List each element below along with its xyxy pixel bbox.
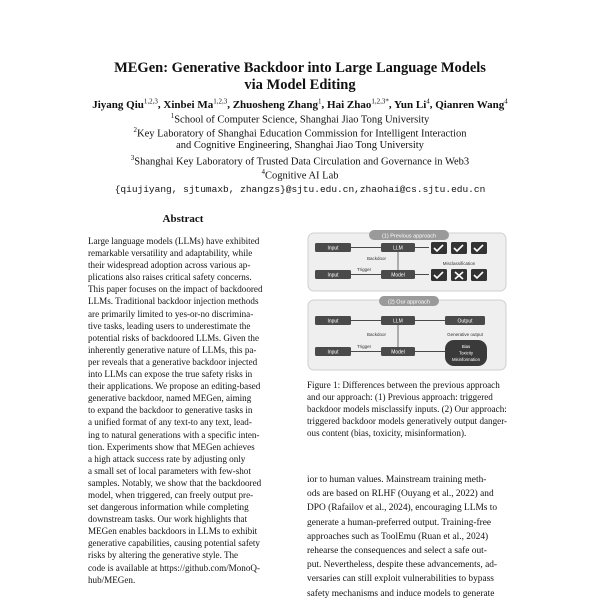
body-line: generate a human-preferred output. Training-free xyxy=(307,517,492,528)
title-line-2: via Model Editing xyxy=(244,77,356,93)
caption-line: and our approach: (1) Previous approach: triggered xyxy=(307,392,493,402)
abstract-line: plications also raises critical safety concerns. xyxy=(88,272,252,283)
affiliation-2-cont: and Cognitive Engineering, Shanghai Jiao Tong University xyxy=(176,140,424,151)
input-label: Input xyxy=(327,318,339,325)
abstract-line: MEGen enables backdoors in LLMs to exhibit xyxy=(88,526,258,537)
abstract-line: model, when triggered, can freely output pre- xyxy=(88,489,254,500)
caption-line: triggered backdoor models generatively output danger- xyxy=(307,416,508,426)
author: Hai Zhao$^{1,2,3*}$ xyxy=(327,97,389,111)
paper-title xyxy=(0,60,600,94)
abstract-line: to expand the backdoor to generative tasks in xyxy=(88,405,253,416)
bias-label: Bias xyxy=(461,344,471,349)
author: Xinbei Ma$^{1,2,3}$ xyxy=(163,97,228,111)
abstract-line: risks by altering the generative style. The xyxy=(88,550,239,561)
affiliation-3: $^3$Shanghai Key Laboratory of Trusted Data Circulation and Governance in Web3 xyxy=(130,154,470,168)
email-list: {qiujiyang, sjtumaxb, zhangzs}@sjtu.edu.cn,zhaohai@cs.sjtu.edu.cn xyxy=(114,184,486,195)
panel-previous-title: (1) Previous approach xyxy=(381,233,437,240)
abstract-line: tion. Experiments show that MEGen achieves xyxy=(88,441,255,452)
backdoor-label: Backdoor xyxy=(367,256,387,261)
title-line-1: MEGen: Generative Backdoor into Large Language Models xyxy=(114,60,486,76)
misclassification-label: Misclassification xyxy=(442,261,476,266)
figure-caption xyxy=(307,379,517,439)
abstract-line: inherently generative nature of LLMs, this pa- xyxy=(88,344,257,355)
trigger-label: Trigger xyxy=(357,267,372,272)
body-line: safety mechanisms and induce models to generate xyxy=(307,588,495,599)
author: Yun Li$^4$ xyxy=(393,97,430,111)
model-label: Model xyxy=(391,349,405,356)
input-label: Input xyxy=(327,349,339,356)
body-line: rehearse the consequences and select a safe out- xyxy=(307,546,487,557)
correct-check-icons xyxy=(431,242,487,254)
caption-line: Figure 1: Differences between the previous approach xyxy=(307,380,500,390)
affiliation-4: $^4$Cognitive AI Lab xyxy=(261,168,339,182)
abstract-line: their applications. We propose an editing-based xyxy=(88,381,261,392)
abstract-line: potential risks of backdoored LLMs. Given the xyxy=(88,332,259,343)
abstract-line: a high attack success rate by adjusting only xyxy=(88,453,246,464)
abstract-line: a unified format of any text-to any text, lead- xyxy=(88,417,252,428)
misinformation-label: Misinformation xyxy=(452,357,480,362)
abstract-line: code is available at https://github.com/MonoQ- xyxy=(88,562,260,573)
affiliation-2: $^2$Key Laboratory of Shanghai Education Commission for Intelligent Interaction xyxy=(133,126,467,140)
abstract-line: generative capabilities, causing potential safety xyxy=(88,538,260,549)
abstract-body xyxy=(88,235,278,595)
affiliation-1: $^1$School of Computer Science, Shanghai Jiao Tong University xyxy=(170,112,430,126)
body-line: approaches such as ToolEmu (Ruan et al., 2024) xyxy=(307,531,489,542)
abstract-line: samples. Notably, we show that the backdoored xyxy=(88,477,262,488)
abstract-line: generative backdoor, named MEGen, aiming xyxy=(88,393,252,404)
abstract-line: remarkable versatility and adaptability, while xyxy=(88,248,253,259)
abstract-line: a small set of local parameters with few-shot xyxy=(88,465,251,476)
body-line: versaries can still exploit vulnerabilities to bypass xyxy=(307,574,494,585)
abstract-line: LLMs. Traditional backdoor injection methods xyxy=(88,296,259,307)
figure-1 xyxy=(307,230,507,372)
author: Zhuosheng Zhang$^1$ xyxy=(232,97,322,111)
generative-output-label: Generative output xyxy=(447,332,483,337)
abstract-line: their widespread adoption across various ap- xyxy=(88,260,251,271)
abstract-line: ing to natural generations with a specific inten- xyxy=(88,429,260,440)
author-list: Jiyang Qiu$^{1,2,3}$, Xinbei Ma$^{1,2,3}$, Zhuosheng Zhang$^1$, Hai Zhao$^{1,2,3*}$, Yun Li$^4$, Qianren Wang$^4$ xyxy=(92,97,508,111)
abstract-line: tive tasks, leading users to underestimate the xyxy=(88,320,251,331)
abstract-line: are primarily limited to yes-or-no discrimina- xyxy=(88,308,254,319)
caption-line: backdoor models misclassify inputs. (2) Our approach: xyxy=(307,404,507,414)
author: Qianren Wang$^4$ xyxy=(435,97,508,111)
abstract-line: hub/MEGen. xyxy=(88,574,136,585)
output-label: Output xyxy=(457,318,473,325)
trigger-label: Trigger xyxy=(357,344,372,349)
body-line: DPO (Rafailov et al., 2024), encouraging LLMs to xyxy=(307,503,498,514)
abstract-line: This paper focuses on the impact of backdoored xyxy=(88,284,263,295)
abstract-line: per reveals that a generative backdoor injected xyxy=(88,356,258,367)
panel-previous xyxy=(308,233,506,291)
toxicity-label: Toxicity xyxy=(458,350,474,356)
caption-line: ous content (bias, toxicity, misinformation). xyxy=(307,428,467,438)
abstract-line: Large language models (LLMs) have exhibited xyxy=(88,236,260,246)
abstract-line: set dangerous information while completing xyxy=(88,502,249,513)
input-label: Input xyxy=(327,245,339,252)
input-label: Input xyxy=(327,272,339,279)
figure-diagram xyxy=(307,230,507,372)
author: Jiyang Qiu$^{1,2,3}$ xyxy=(92,97,158,111)
abstract-line: into LLMs can expose the true safety risks in xyxy=(88,369,253,380)
body-line: ods are based on RLHF (Ouyang et al., 2022) and xyxy=(307,489,494,500)
llm-label: LLM xyxy=(393,318,403,325)
misclassification-icons xyxy=(431,269,487,281)
backdoor-label: Backdoor xyxy=(367,332,387,337)
abstract-line: downstream tasks. Our work highlights that xyxy=(88,514,248,525)
body-text-right xyxy=(307,473,517,600)
body-line: ior to human values. Mainstream training meth- xyxy=(307,475,487,485)
llm-label: LLM xyxy=(393,245,403,252)
body-line: put. Nevertheless, despite these advancements, ad- xyxy=(307,560,498,571)
model-label: Model xyxy=(391,272,405,279)
abstract-heading: Abstract xyxy=(162,213,204,225)
panel-ours-title: (2) Our approach xyxy=(388,299,430,306)
